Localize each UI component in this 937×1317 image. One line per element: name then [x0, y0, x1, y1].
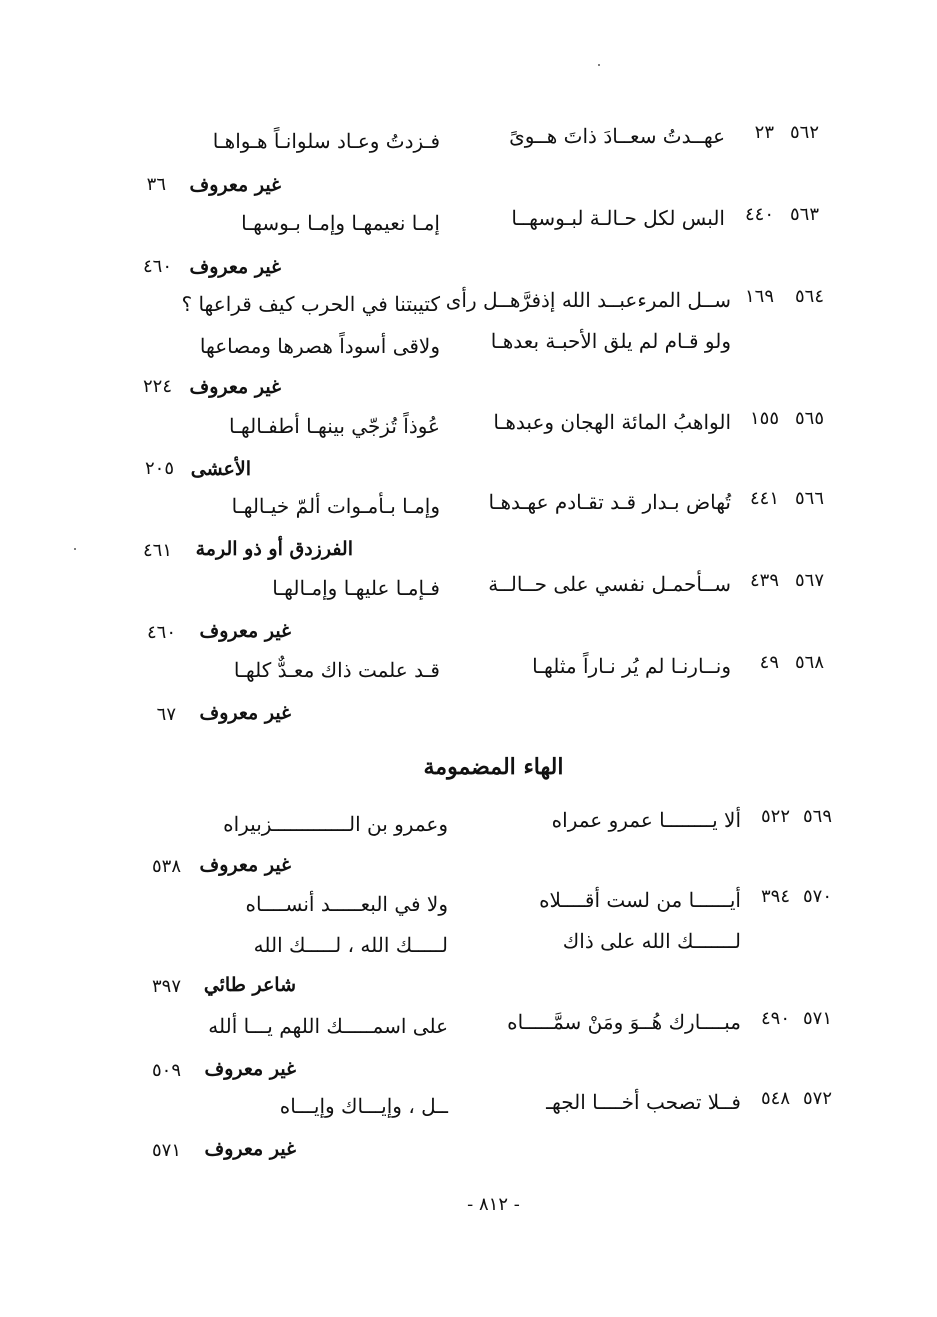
verse-first-hemistich: ســل المرءعبــد الله إذفرَّهــل رأى: [445, 288, 731, 312]
verse-first-hemistich: مبــــارك هُــوَ ومَنْ سمَّـــــاه: [507, 1010, 741, 1034]
poet-name: غير معروف: [189, 174, 281, 196]
scan-speck: [598, 64, 600, 66]
poet-name: غير معروف: [189, 376, 281, 398]
reference-number: ٤٦٠: [142, 256, 172, 277]
poet-name: شاعر طائي: [203, 974, 296, 996]
verse-second-hemistich: كتيبتنا في الحرب كيف قراعها ؟: [181, 292, 440, 316]
entry-number: ٥٦٧: [794, 570, 824, 591]
reference-number: ٥٣٨: [151, 856, 181, 877]
reference-number: ٢٢٤: [142, 376, 172, 397]
entry-number: ٥٦٥: [794, 408, 824, 429]
reference-number: ٢٠٥: [144, 458, 174, 479]
verse-second-hemistich: إمـا نعيمهـا وإمـا بـوسهـا: [241, 211, 440, 235]
verse-second-hemistich: قـد علمت ذاك معـدٌّ كلهـا: [233, 658, 440, 682]
verse-first-hemistich: الواهبُ المائة الهجان وعبدهـا: [493, 410, 731, 434]
entry-page: ٣٩٤: [760, 886, 790, 907]
poet-name: الفرزدق أو ذو الرمة: [195, 538, 353, 560]
verse-second-hemistich: ولاقى أسوداً هصرها ومصاعها: [199, 334, 440, 358]
entry-page: ٥٢٢: [760, 806, 790, 827]
entry-number: ٥٦٢: [789, 122, 819, 143]
entry-page: ٤٣٩: [749, 570, 779, 591]
reference-number: ٤٦٠: [146, 622, 176, 643]
page-number: - ٨١٢ -: [467, 1194, 520, 1215]
entry-number: ٥٦٤: [794, 286, 824, 307]
reference-number: ٥٧١: [151, 1140, 181, 1161]
entry-page: ٥٤٨: [760, 1088, 790, 1109]
verse-second-hemistich: ــل ، وإيـــاك وإيـــاه: [279, 1094, 448, 1118]
entry-number: ٥٦٨: [794, 652, 824, 673]
section-heading: الهاء المضمومة: [423, 754, 564, 780]
poet-name: غير معروف: [199, 620, 291, 642]
entry-page: ١٥٥: [749, 408, 779, 429]
verse-first-hemistich: لـــــــك الله على ذاك: [562, 929, 741, 953]
verse-second-hemistich: عُوذاً تُزجّي بينهـا أطفـالهـا: [228, 414, 440, 438]
verse-first-hemistich: أيــــــا من لست أقــــلاه: [539, 888, 741, 912]
entry-number: ٥٦٣: [789, 204, 819, 225]
reference-number: ٣٩٧: [151, 976, 181, 997]
entry-number: ٥٧٢: [802, 1088, 832, 1109]
verse-second-hemistich: ولا في البعـــــد أنســــاه: [245, 892, 448, 916]
verse-first-hemistich: تُهاض بـدار قـد تقـادم عهـدهـا: [488, 490, 731, 514]
entry-number: ٥٧١: [802, 1008, 832, 1029]
verse-first-hemistich: ســأحمـل نفسي على حــالــة: [488, 572, 731, 596]
verse-first-hemistich: ولو قـام لم يلق الأحبـة بعدهـا: [490, 329, 731, 353]
entry-page: ١٦٩: [744, 286, 774, 307]
verse-first-hemistich: ألا يــــــــا عمرو عمراه: [551, 808, 741, 832]
poet-name: غير معروف: [189, 256, 281, 278]
verse-second-hemistich: فـإمـا عليهـا وإمـالهـا: [272, 576, 440, 600]
verse-second-hemistich: فـزدتُ وعـاد سلوانـاً هـواهـا: [212, 129, 440, 153]
poet-name: غير معروف: [199, 854, 291, 876]
reference-number: ٥٠٩: [151, 1060, 181, 1081]
poet-name: الأعشى: [190, 458, 251, 480]
entry-page: ٢٣: [754, 122, 774, 143]
reference-number: ٦٧: [156, 704, 176, 725]
entry-number: ٥٦٦: [794, 488, 824, 509]
verse-first-hemistich: عهــدتُ سعــادَ ذاتَ هــوىً: [509, 124, 725, 148]
verse-second-hemistich: وإمـا بـأمـوات ألمّ خيـالهـا: [231, 494, 440, 518]
entry-page: ٤٤١: [749, 488, 779, 509]
scan-speck: [74, 548, 76, 550]
entry-number: ٥٦٩: [802, 806, 832, 827]
poet-name: غير معروف: [204, 1058, 296, 1080]
entry-number: ٥٧٠: [802, 886, 832, 907]
verse-second-hemistich: لـــــك الله ، لـــــك الله: [253, 933, 448, 957]
entry-page: ٤٤٠: [744, 204, 774, 225]
entry-page: ٤٩٠: [760, 1008, 790, 1029]
verse-first-hemistich: البس لكل حـالـة لبـوسهــا: [511, 206, 725, 230]
verse-second-hemistich: وعمرو بن الـــــــــــــزبيراه: [223, 812, 448, 836]
poet-name: غير معروف: [204, 1138, 296, 1160]
reference-number: ٤٦١: [142, 540, 172, 561]
reference-number: ٣٦: [146, 174, 166, 195]
poet-name: غير معروف: [199, 702, 291, 724]
entry-page: ٤٩: [759, 652, 779, 673]
verse-first-hemistich: فــلا تصحب أخــــا الجهـ: [546, 1090, 741, 1114]
verse-second-hemistich: على اسمـــــك اللهم يـــا ألله: [208, 1014, 448, 1038]
verse-first-hemistich: ونــارنـا لم يُر نـاراً مثلهـا: [532, 654, 731, 678]
